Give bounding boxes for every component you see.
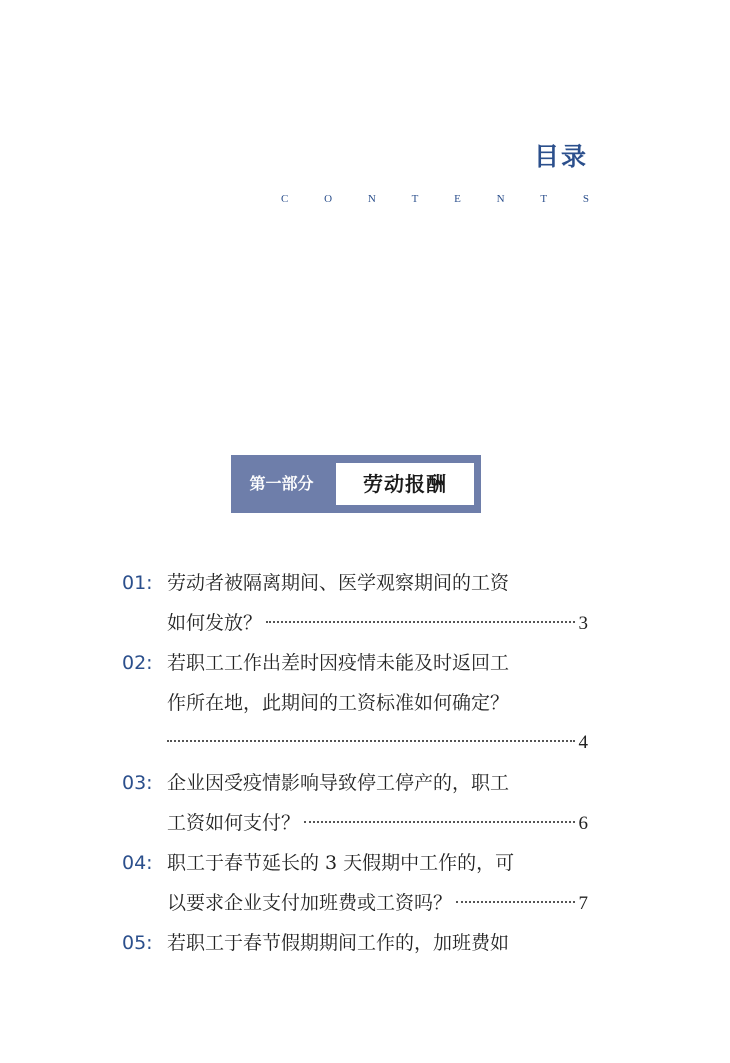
toc-text: 企业因受疫情影响导致停工停产的，职工 bbox=[167, 772, 510, 794]
toc-page-number: 6 bbox=[578, 813, 588, 834]
toc-entry-02-last[interactable] bbox=[122, 723, 588, 763]
contents-letter: T bbox=[540, 193, 548, 205]
contents-letter: N bbox=[367, 193, 376, 205]
toc-text: 如何发放？ bbox=[167, 612, 263, 634]
leader-dots bbox=[266, 621, 574, 623]
toc-text: 作所在地，此期间的工资标准如何确定？ bbox=[167, 692, 510, 714]
toc-text: 工资如何支付？ bbox=[167, 812, 301, 834]
toc-number: 02: bbox=[122, 652, 153, 674]
contents-letter: O bbox=[324, 193, 333, 205]
leader-dots bbox=[304, 821, 574, 823]
toc-number: 01: bbox=[122, 572, 153, 594]
contents-letter: C bbox=[281, 193, 289, 205]
contents-letter: E bbox=[454, 193, 461, 205]
toc-number: 04: bbox=[122, 852, 153, 874]
toc-entry-01-last[interactable] bbox=[122, 603, 588, 643]
toc-entry-03-last[interactable] bbox=[122, 803, 588, 843]
section-title: 劳动报酬 bbox=[336, 463, 474, 505]
toc-number: 03: bbox=[122, 772, 153, 794]
toc-text: 以要求企业支付加班费或工资吗？ bbox=[167, 892, 453, 914]
contents-letter: N bbox=[496, 193, 505, 205]
toc-entry-02-cont[interactable] bbox=[122, 683, 588, 723]
toc-text: 若职工工作出差时因疫情未能及时返回工 bbox=[167, 652, 510, 674]
toc-page-number: 4 bbox=[578, 732, 588, 753]
toc-entry-04[interactable] bbox=[122, 843, 588, 883]
contents-letter: S bbox=[582, 193, 589, 205]
contents-subtitle bbox=[281, 193, 589, 205]
contents-letter: T bbox=[411, 193, 419, 205]
toc-page-number: 7 bbox=[578, 893, 588, 914]
page-title: 目录 bbox=[533, 142, 588, 171]
leader-dots bbox=[456, 901, 574, 903]
toc-entry-05[interactable] bbox=[122, 923, 588, 963]
section-header bbox=[231, 455, 481, 513]
toc-number: 05: bbox=[122, 932, 153, 954]
toc-entry-03[interactable] bbox=[122, 763, 588, 803]
toc-entry-02[interactable] bbox=[122, 643, 588, 683]
toc-entry-04-last[interactable] bbox=[122, 883, 588, 923]
section-label: 第一部分 bbox=[249, 474, 314, 493]
table-of-contents bbox=[122, 563, 588, 963]
leader-dots bbox=[167, 740, 575, 742]
toc-text: 职工于春节延长的 3 天假期中工作的，可 bbox=[167, 852, 515, 874]
toc-text: 若职工于春节假期期间工作的，加班费如 bbox=[167, 932, 510, 954]
toc-page-number: 3 bbox=[578, 613, 588, 634]
toc-entry-01[interactable] bbox=[122, 563, 588, 603]
toc-text: 劳动者被隔离期间、医学观察期间的工资 bbox=[167, 572, 510, 594]
